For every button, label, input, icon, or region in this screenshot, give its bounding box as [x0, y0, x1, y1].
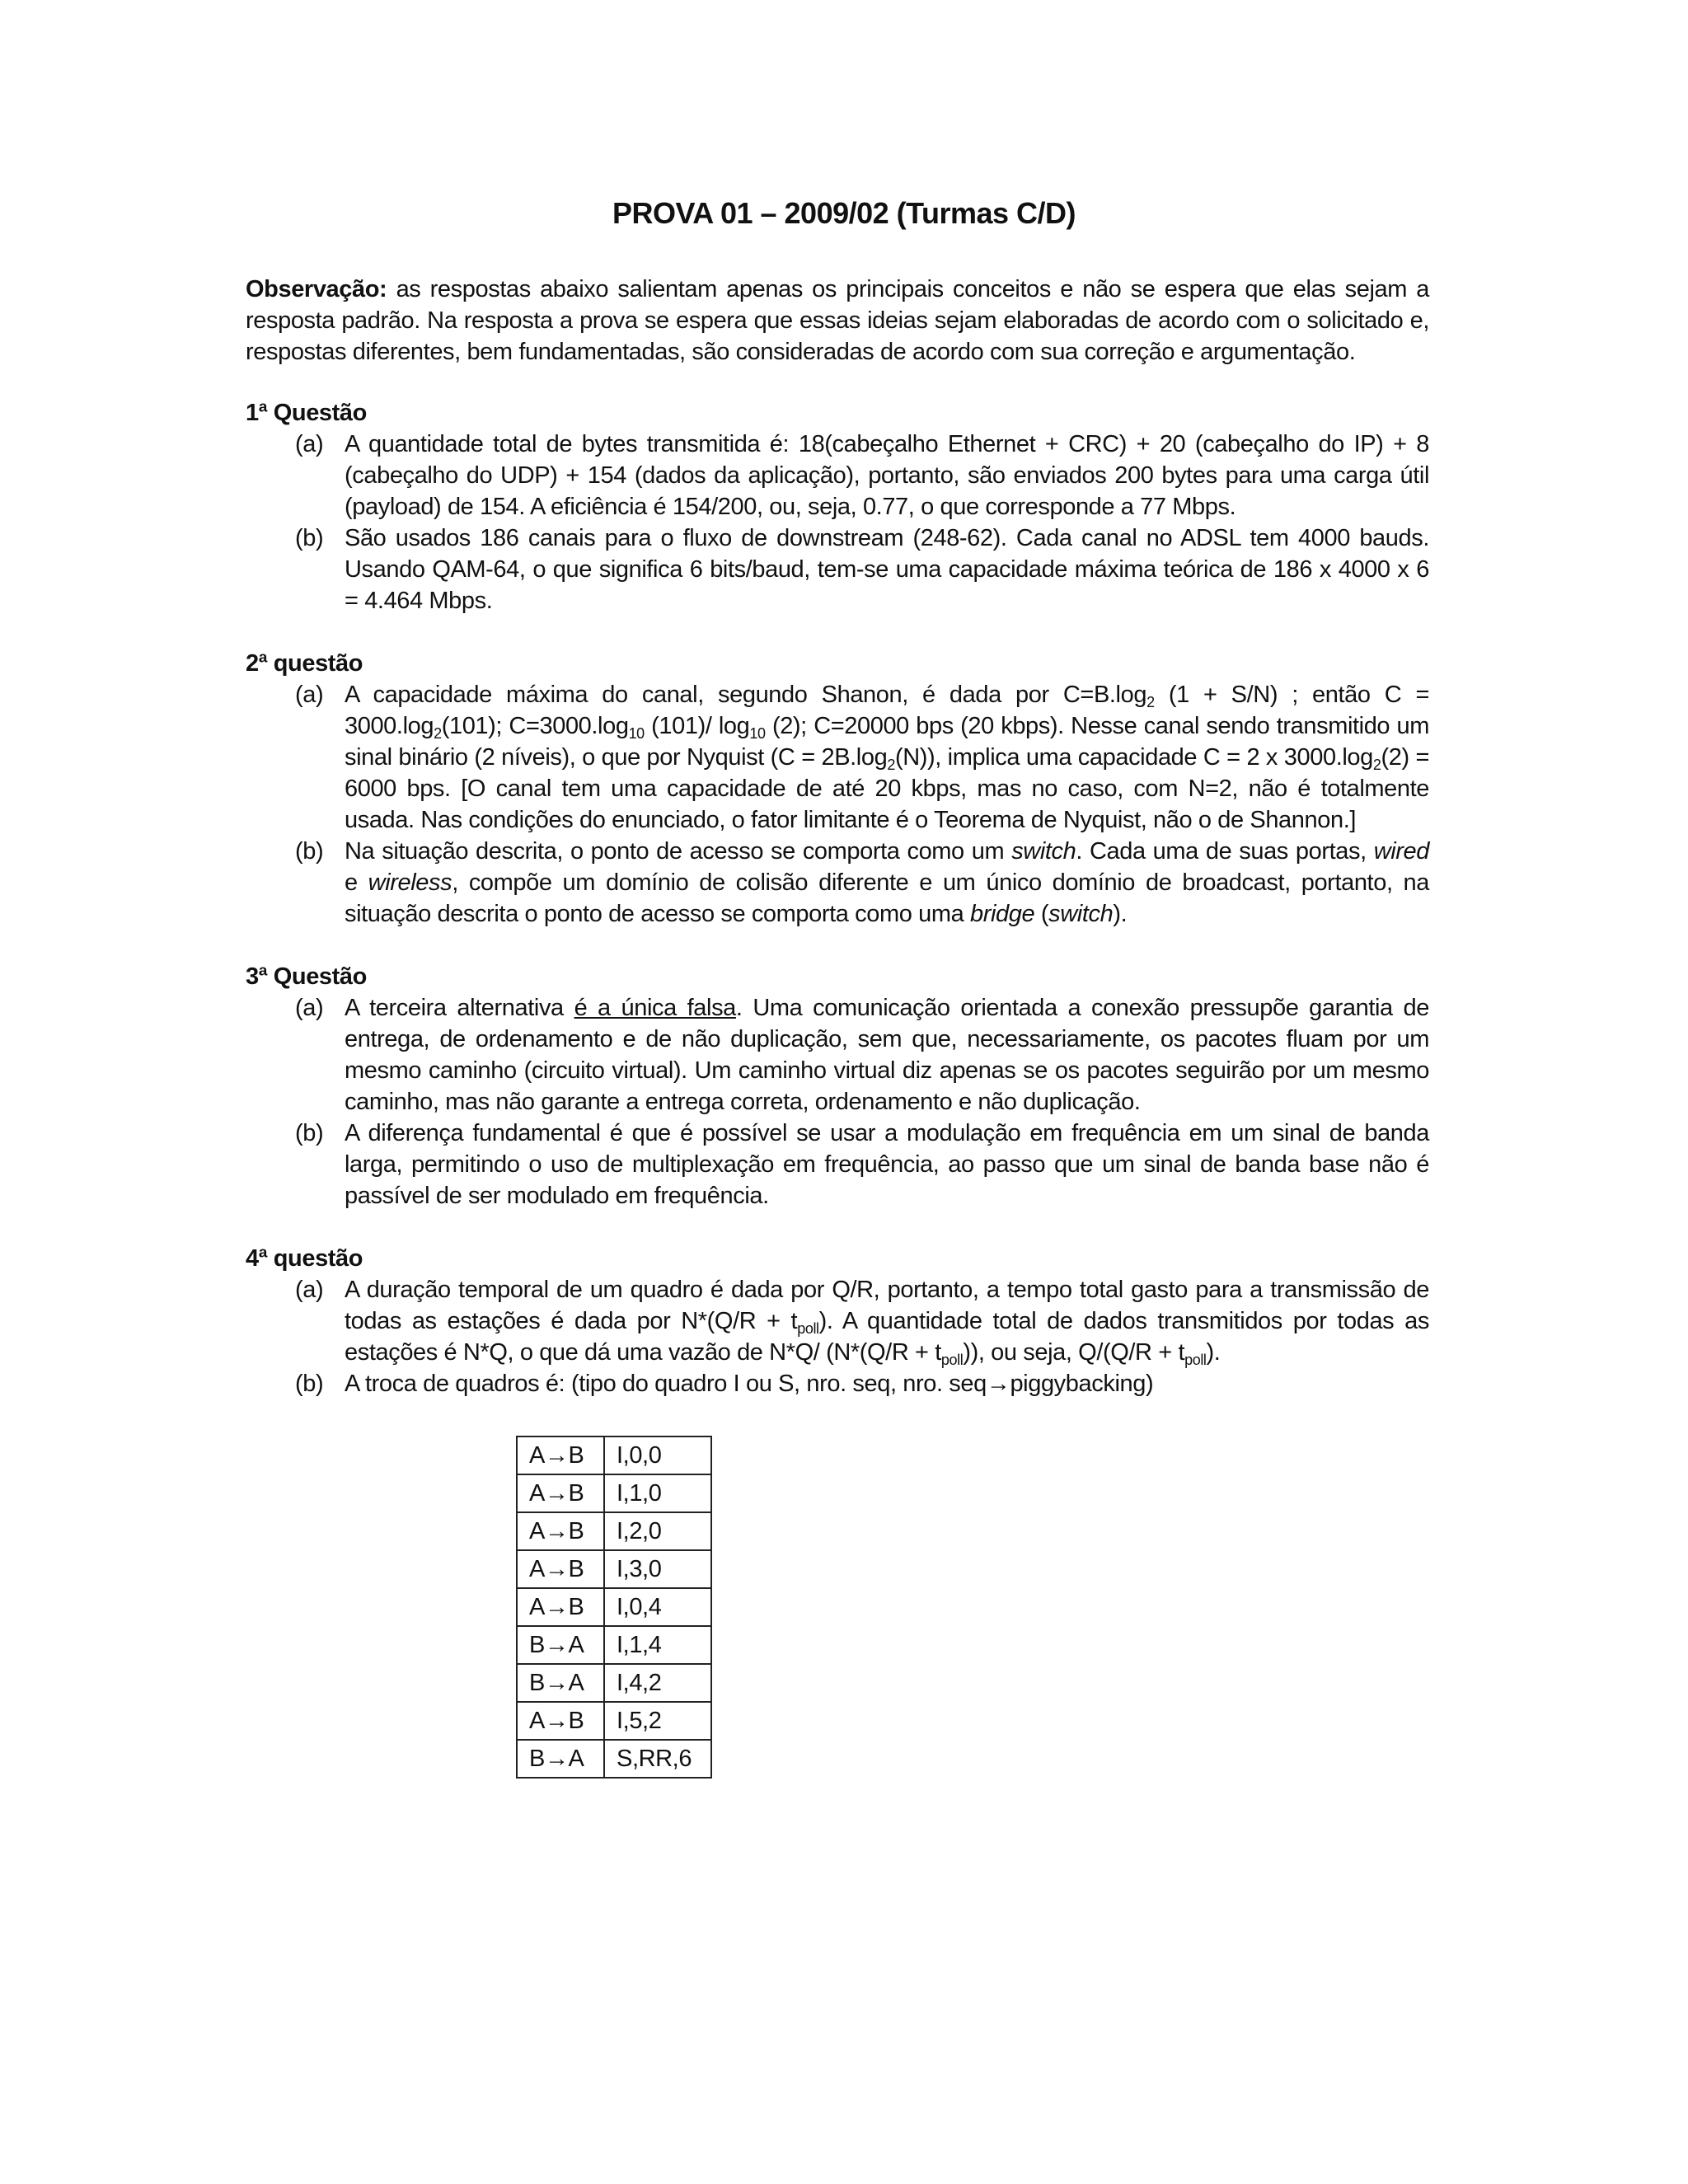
- frame-direction-cell: A→B: [517, 1702, 604, 1740]
- frame-direction-cell: A→B: [517, 1550, 604, 1588]
- frame-direction-cell: A→B: [517, 1512, 604, 1550]
- table-row: [517, 1664, 711, 1702]
- frame-direction-cell: B→A: [517, 1664, 604, 1702]
- page-title: PROVA 01 – 2009/02 (Turmas C/D): [612, 196, 1076, 230]
- question-2-heading: 2ª questão: [246, 650, 363, 677]
- question-4-item-b: [246, 1368, 1429, 1399]
- item-text: A terceira alternativa é a única falsa. Uma comunicação orientada a conexão pressupõe garantia de entrega, de ordenamento e de não duplicação, sem que, necessariamente, os pacotes fluam por um mesmo caminho (circuito virtual). Um caminho virtual diz apenas se os pacotes seguirão por um mesmo caminho, mas não garante a entrega correta, ordenamento e não duplicação.: [345, 995, 1430, 1115]
- frame-direction-cell: B→A: [517, 1740, 604, 1778]
- item-text: Na situação descrita, o ponto de acesso se comporta como um switch. Cada uma de suas portas, wired e wireless, compõe um domínio de colisão diferente e um único domínio de broadcast, portanto, na situação descrita o ponto de acesso se comporta como uma bridge (switch).: [345, 838, 1429, 927]
- frame-value-cell: I,1,0: [604, 1474, 711, 1512]
- frame-value-cell: I,0,0: [604, 1436, 711, 1474]
- table-row: [517, 1740, 711, 1778]
- frame-value-cell: I,2,0: [604, 1512, 711, 1550]
- underlined-phrase: é a única falsa: [574, 995, 736, 1021]
- question-4-item-a: [246, 1274, 1429, 1368]
- item-text: A duração temporal de um quadro é dada por Q/R, portanto, a tempo total gasto para a transmissão de todas as estações é dada por $N*(Q/R + t_{poll})$. A quantidade total de dados transmitidos por todas as estações é N*Q, o que dá uma vazão de N*Q/ $(N*(Q/R + t_{poll}))$, ou seja, $Q/(Q/R + t_{poll})$.: [345, 1277, 1429, 1368]
- item-label: (b): [295, 525, 324, 551]
- table-row: [517, 1550, 711, 1588]
- question-2-item-b: [246, 836, 1429, 930]
- frame-value-cell: I,0,4: [604, 1588, 711, 1626]
- item-text: A quantidade total de bytes transmitida é: 18(cabeçalho Ethernet + CRC) + 20 (cabeçalho do IP) + 8 (cabeçalho do UDP) + 154 (dados da aplicação), portanto, são enviados 200 bytes para uma carga útil (payload) de 154. A eficiência é 154/200, ou, seja, 0.77, o que corresponde a 77 Mbps.: [345, 431, 1429, 520]
- item-label: (a): [295, 431, 324, 457]
- question-2-item-a: [246, 679, 1429, 836]
- frame-direction-cell: A→B: [517, 1474, 604, 1512]
- frame-value-cell: I,1,4: [604, 1626, 711, 1664]
- question-3-heading: 3ª Questão: [246, 963, 367, 990]
- frame-value-cell: I,5,2: [604, 1702, 711, 1740]
- frame-value-cell: I,4,2: [604, 1664, 711, 1702]
- table-row: [517, 1702, 711, 1740]
- frame-direction-cell: B→A: [517, 1626, 604, 1664]
- frame-exchange-table: [516, 1436, 712, 1779]
- observation-text: as respostas abaixo salientam apenas os principais conceitos e não se espera que elas sejam a resposta padrão. Na resposta a prova se espera que essas ideias sejam elaboradas de acordo com o solicitado e, respostas diferentes, bem fundamentadas, são consideradas de acordo com sua correção e argumentação.: [246, 276, 1429, 365]
- frame-value-cell: S,RR,6: [604, 1740, 711, 1778]
- question-3-item-b: [246, 1118, 1429, 1212]
- item-text: A diferença fundamental é que é possível se usar a modulação em frequência em um sinal de banda larga, permitindo o uso de multiplexação em frequência, ao passo que um sinal de banda base não é passível de ser modulado em frequência.: [345, 1120, 1429, 1209]
- question-1-item-a: [246, 429, 1429, 523]
- item-label: (a): [295, 1277, 324, 1303]
- frame-direction-cell: A→B: [517, 1436, 604, 1474]
- observation-paragraph: [246, 274, 1429, 368]
- item-text: A capacidade máxima do canal, segundo Shanon, é dada por $C=B.\log_2$ (1 + S/N) ; então $C = 3000.\log_2(101)$; $C=3000.\log_{10}$ (101)/ $\log_{10} (2)$; C=20000 bps (20 kbps). Nesse canal sendo transmitido um sinal binário (2 níveis), o que por Nyquist $(C = 2B.\log_2(N))$, implica uma capacidade C = 2 x $3000.\log_2(2) = 6000$ bps. [O canal tem uma capacidade de até 20 kbps, mas no caso, com N=2, não é totalmente usada. Nas condições do enunciado, o fator limitante é o Teorema de Nyquist, não o de Shannon.]: [345, 682, 1430, 833]
- table-row: [517, 1436, 711, 1474]
- observation-label: Observação:: [246, 276, 387, 302]
- item-label: (a): [295, 682, 324, 708]
- item-label: (b): [295, 838, 324, 865]
- question-1-heading: 1ª Questão: [246, 400, 367, 426]
- item-text: São usados 186 canais para o fluxo de downstream (248-62). Cada canal no ADSL tem 4000 bauds. Usando QAM-64, o que significa 6 bits/baud, tem-se uma capacidade máxima teórica de 186 x 4000 x 6 = 4.464 Mbps.: [345, 525, 1429, 614]
- table-row: [517, 1588, 711, 1626]
- item-text: A troca de quadros é: (tipo do quadro I ou S, nro. seq, nro. seq→piggybacking): [345, 1371, 1154, 1397]
- table-row: [517, 1474, 711, 1512]
- question-1-item-b: [246, 523, 1429, 616]
- table-row: [517, 1626, 711, 1664]
- question-4-heading: 4ª questão: [246, 1245, 363, 1272]
- frame-direction-cell: A→B: [517, 1588, 604, 1626]
- item-label: (b): [295, 1120, 324, 1146]
- question-3-item-a: [246, 992, 1429, 1118]
- table-row: [517, 1512, 711, 1550]
- item-label: (a): [295, 995, 324, 1021]
- item-label: (b): [295, 1371, 324, 1397]
- frame-value-cell: I,3,0: [604, 1550, 711, 1588]
